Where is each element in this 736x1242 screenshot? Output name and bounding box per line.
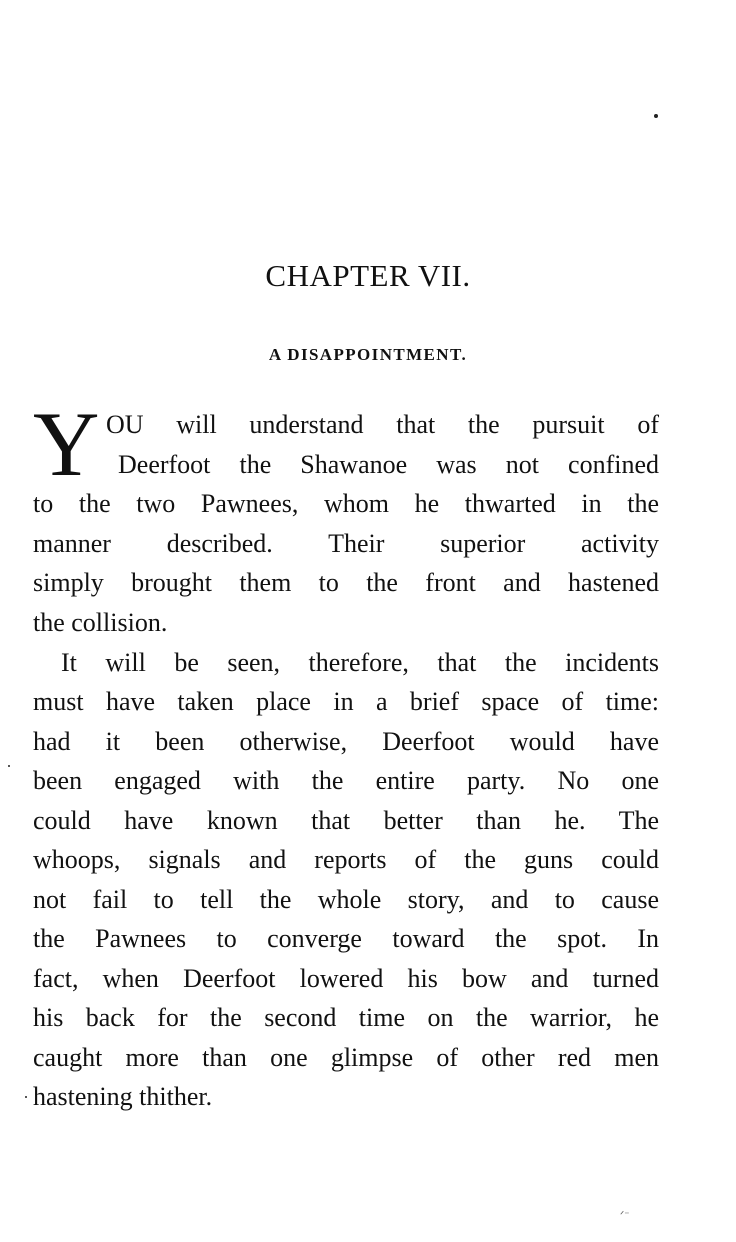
ink-speck bbox=[25, 1096, 27, 1098]
text-line: the collision. bbox=[33, 608, 168, 637]
text-line: been engaged with the entire party. No one bbox=[33, 766, 659, 795]
page-mark: ᐟ⁻ bbox=[620, 1210, 630, 1221]
ink-speck bbox=[8, 765, 10, 767]
chapter-subtitle: A DISAPPOINTMENT. bbox=[268, 345, 468, 364]
text-line: It will be seen, therefore, that the incidents bbox=[61, 648, 659, 677]
text-line: the Pawnees to converge toward the spot. In bbox=[33, 924, 659, 953]
text-line: his back for the second time on the warrior, he bbox=[33, 1003, 659, 1032]
text-line: caught more than one glimpse of other red men bbox=[33, 1043, 659, 1072]
text-line: whoops, signals and reports of the guns could bbox=[33, 845, 659, 874]
text-line: to the two Pawnees, whom he thwarted in the bbox=[33, 489, 659, 518]
text-line: manner described. Their superior activity bbox=[33, 529, 659, 558]
text-line: could have known that better than he. The bbox=[33, 806, 659, 835]
chapter-title: CHAPTER VII. bbox=[265, 258, 471, 293]
text-line: hastening thither. bbox=[33, 1082, 213, 1111]
text-line: simply brought them to the front and hastened bbox=[33, 568, 659, 597]
text-line: must have taken place in a brief space of time: bbox=[33, 687, 659, 716]
text-line: Deerfoot the Shawanoe was not confined bbox=[118, 450, 659, 479]
text-line: OU will understand that the pursuit of bbox=[106, 410, 659, 439]
text-line: had it been otherwise, Deerfoot would have bbox=[33, 727, 659, 756]
text-line: not fail to tell the whole story, and to cause bbox=[33, 885, 659, 914]
text-line: fact, when Deerfoot lowered his bow and turned bbox=[33, 964, 659, 993]
ink-speck bbox=[654, 114, 658, 118]
drop-cap: Y bbox=[33, 393, 100, 495]
